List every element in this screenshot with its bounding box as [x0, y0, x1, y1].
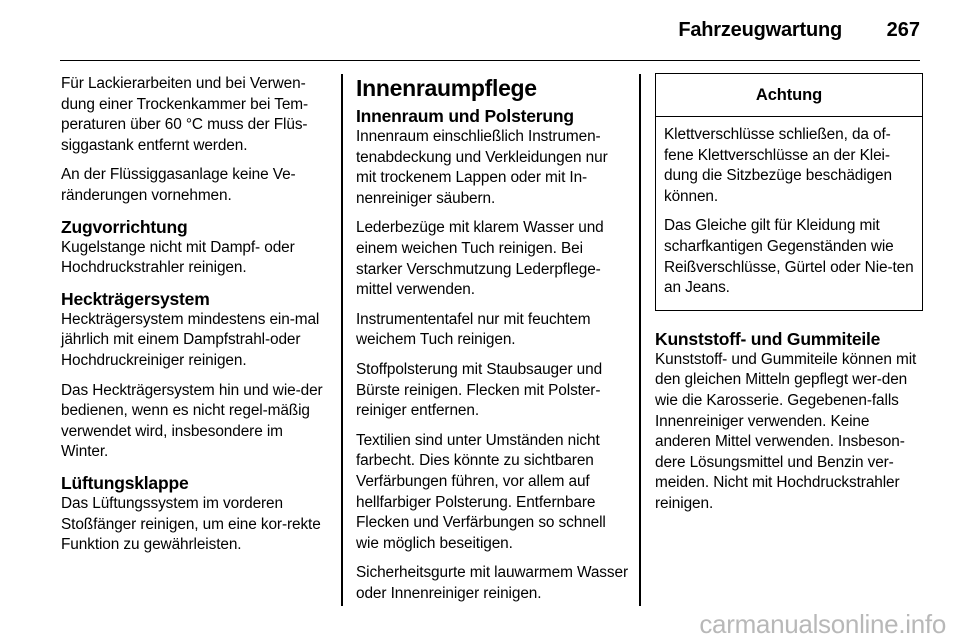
section-heading: Innenraum und Polsterung — [356, 106, 574, 126]
column-right — [655, 74, 923, 524]
section-heading: Lüftungsklappe — [61, 472, 189, 493]
page-header — [60, 0, 920, 61]
paragraph: Textilien sind unter Umständen nicht farbecht. Dies könnte zu sichtbaren Verfärbungen führen, vor allem auf hellfarbiger Polsterung. Entfernbare Flecken und Verfärbungen so schnell wie möglich beseitigen. — [356, 431, 606, 552]
page-title: Fahrzeugwartung — [678, 19, 842, 41]
section-hecktraegersystem — [61, 289, 329, 463]
paragraph: Klettverschlüsse schließen, da of-fene Klettverschlüsse an der Klei-dung die Sitzbezüge beschädigen können. — [664, 126, 892, 205]
paragraph: An der Flüssiggasanlage keine Ve-ränderungen vornehmen. — [61, 166, 296, 204]
section-zugvorrichtung — [61, 217, 329, 279]
column-middle — [356, 74, 628, 613]
paragraph: Das Lüftungssystem im vorderen Stoßfänger reinigen, um eine kor-rekte Funktion zu gewährleisten. — [61, 494, 321, 554]
paragraph: Innenraum einschließlich Instrumen-tenabdeckung und Verkleidungen nur mit trockenem Lappen oder mit In-nenreiniger säubern. — [356, 128, 608, 207]
notice-title: Achtung — [656, 74, 922, 117]
paragraph: Lederbezüge mit klarem Wasser und einem weichen Tuch reinigen. Bei starker Verschmutzung Lederpflege-mittel verwenden. — [356, 219, 604, 299]
section-kunststoff — [655, 329, 923, 515]
notice-body — [656, 117, 922, 310]
column-left — [61, 74, 329, 565]
section-lueftungsklappe — [61, 473, 329, 556]
paragraph: Für Lackierarbeiten und bei Verwen-dung einer Trockenkammer bei Tem-peraturen über 60 °C muss der Flüs-siggastank entfernt werden. — [61, 75, 309, 154]
chapter-title: Innenraumpflege — [356, 75, 537, 101]
page-number: 267 — [886, 19, 920, 41]
paragraph: Heckträgersystem mindestens ein-mal jährlich mit einem Dampfstrahl-oder Hochdruckreiniger reinigen. — [61, 310, 320, 369]
section-heading: Kunststoff- und Gummiteile — [655, 328, 881, 349]
column-divider-right — [639, 74, 641, 606]
paragraph: Sicherheitsgurte mit lauwarmem Wasser oder Innenreiniger reinigen. — [356, 564, 628, 602]
section-heading: Heckträgersystem — [61, 288, 210, 309]
watermark-text: carmanualsonline.info — [699, 609, 946, 639]
section-heading: Zugvorrichtung — [61, 216, 188, 237]
paragraph: Kugelstange nicht mit Dampf- oder Hochdruckstrahler reinigen. — [61, 238, 295, 277]
paragraph: Das Gleiche gilt für Kleidung mit scharfkantigen Gegenständen wie Reißverschlüsse, Gürtel oder Nie-ten an Jeans. — [664, 217, 914, 297]
paragraph: Instrumententafel nur mit feuchtem weichem Tuch reinigen. — [356, 310, 591, 349]
paragraph: Kunststoff- und Gummiteile können mit den gleichen Mitteln gepflegt wer-den wie die Karosserie. Gegebenen-falls Innenreiniger verwenden. Keine anderen Mittel verwenden. Insbeson-dere Lösungsmittel und Benzin ver-meiden. Nicht mit Hochdruckstrahler reinigen. — [655, 350, 917, 512]
notice-box — [655, 73, 923, 311]
column-divider-left — [341, 74, 343, 606]
paragraph: Stoffpolsterung mit Staubsauger und Bürste reinigen. Flecken mit Polster-reiniger entfernen. — [356, 360, 603, 420]
paragraph: Das Heckträgersystem hin und wie-der bedienen, wenn es nicht regel-mäßig verwendet wird, insbesondere im Winter. — [61, 381, 323, 461]
